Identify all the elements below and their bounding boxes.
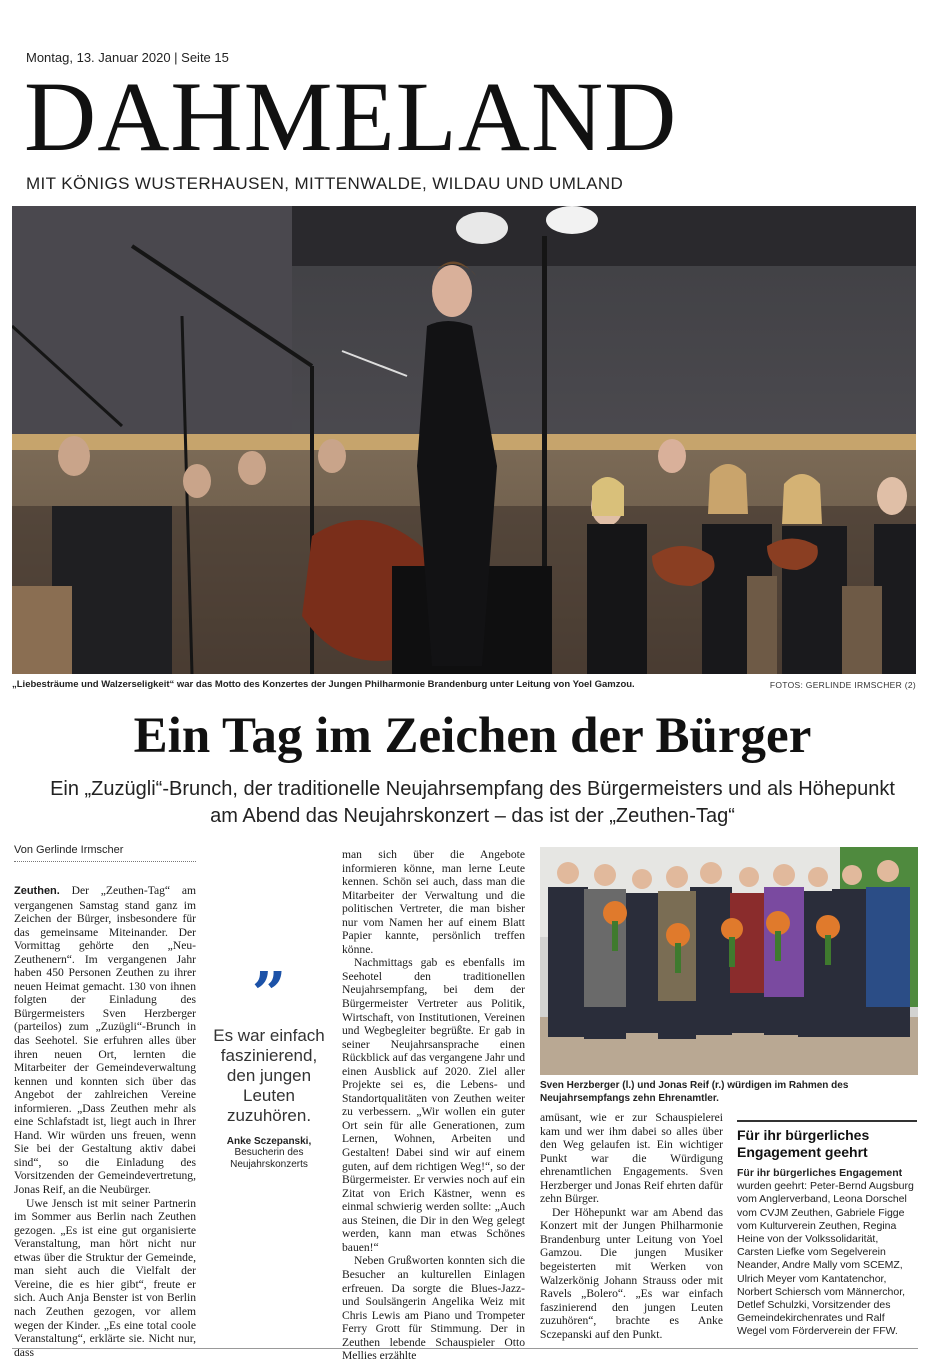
- paragraph: Uwe Jensch ist mit seiner Partnerin im Sommer aus Berlin nach Zeuthen gezogen. „Es ist eine gut organisierte Veranstaltung, man hört nicht nur etwas über die Struktur der Gemeinde, man sieht auch die Vielfalt der Vereine, die es hier gibt“, freute er sich. Auch Anja Benster ist von Berlin nach Zeuthen gezogen, vor allem wegen der Kinder. „Es eine total coole Veranstaltung“, erklärte sie. Nicht nur, dass: [14, 1196, 196, 1359]
- masthead: DAHMELAND: [24, 61, 678, 172]
- paragraph: man sich über die Angebote informieren könne, man lerne Leute kennen. Schön sei auch, dass man die Mitarbeiter der Verwaltung und die politischen Vertreter, die man bisher nur vom Namen her auf einem Blatt Papier kannte, persönlich treffen könne.: [342, 848, 525, 956]
- page-bottom-rule: [12, 1348, 918, 1349]
- honorees-infobox: [737, 1120, 917, 1339]
- infobox-body: [737, 1167, 917, 1339]
- infobox-lead: Für ihr bürgerliches Engagement: [737, 1167, 903, 1179]
- infobox-title: Für ihr bürgerliches Engagement geehrt: [737, 1127, 870, 1160]
- concert-photo-caption: „Liebesträume und Walzerseligkeit“ war das Motto des Konzertes der Jungen Philharmonie Brandenburg unter Leitung von Yoel Gamzou.: [12, 679, 635, 690]
- pull-quote-name: Anke Sczepanski,: [226, 1136, 312, 1147]
- paragraph: Neben Grußworten konnten sich die Besucher an kulturellen Einlagen erfreuen. Da sorgte die Blues-Jazz- und Soulsängerin Angelika Weiz mit Chris Lewis am Piano und Trompeter Ferry Grott für Stimmung. Der in Zeuthen lebende Schauspieler Otto Mellies erzählte: [342, 1254, 525, 1363]
- pull-quote-role: Besucherin des Neujahrskonzerts: [230, 1147, 308, 1170]
- paragraph: Der Höhepunkt war am Abend das Konzert mit der Jungen Philharmonie Brandenburg unter Leitung von Yoel Gamzou. Die jungen Musiker begeisterten mit Werken von Walzerkönig Johann Strauss oder mit Ravels „Bolero“. „Es war einfach faszinierend den jungen Leuten zuzuhören“, brachte es Anke Sczepanski auf den Punkt.: [540, 1205, 723, 1341]
- concert-photo: [12, 206, 916, 674]
- article-headline: Ein Tag im Zeichen der Bürger: [133, 708, 812, 764]
- paragraph: Zeuthen. Der „Zeuthen-Tag“ am vergangenen Samstag stand ganz im Zeichen der Bürger, insbesondere für das gemeinsame Miteinander. Der Vormittag gehörte den „Neu-Zeuthenern“. Im vergangenen Jahr haben 450 Personen Zeuthen zu ihrer neuen Heimat gemacht. 130 von ihnen folgten der Einladung des Bürgermeisters Sven Herzberger (parteilos) zum „Zuzügli“-Brunch in das Seehotel. Sie erfuhren alles über ihren neuen Ort, lernten die Mitarbeiter der Gemeindeverwaltung kennen und konnten sich über das Angebot der zahlreichen Vereine informieren. „Dass Zeuthen mehr als eine Schlafstadt ist, liegt auch in Ihrer Hand. Wir würden uns freuen, wenn Sie bei der Gestaltung aktiv dabei sind“, so die Einladung des Vorsitzenden der Gemeindevertretung, Jonas Reif, an die Neubürger.: [14, 884, 196, 1197]
- article-deck: Ein „Zuzügli“-Brunch, der traditionelle Neujahrsempfang des Bürgermeisters und als Höhepunkt am Abend das Neujahrskonzert – das ist der „Zeuthen-Tag“: [50, 778, 895, 827]
- pull-quote-text: Es war einfach faszinierend, den jungen Leuten zuzuhören.: [213, 1026, 325, 1125]
- masthead-subtitle: MIT KÖNIGS WUSTERHAUSEN, MITTENWALDE, WILDAU UND UMLAND: [26, 174, 624, 193]
- infobox-text: wurden geehrt: Peter-Bernd Augsburg vom Anglerverband, Leona Dorschel vom CVJM Zeuthen, Gabriele Figge vom Kulturverein Zeuthen, Regina Heine von der Volkssolidarität, Carsten Liefke vom Segelverein Neander, Andre Mally vom SCEMZ, Ulrich Meyer vom Kantatenchor, Norbert Schiersch vom Männerchor, Detlef Schulzki, Vorsitzender des Gemeindekirchenrates und Ralf Wegel vom Förderverein der FFW.: [737, 1180, 914, 1338]
- group-photo: [540, 847, 918, 1075]
- pull-quote: [210, 960, 328, 1171]
- quote-mark-icon: ”: [251, 960, 287, 1030]
- author-byline: Von Gerlinde Irmscher: [14, 844, 196, 862]
- article-column-1: [14, 884, 196, 1359]
- dateline-kicker: Zeuthen.: [14, 885, 60, 897]
- paragraph: Nachmittags gab es ebenfalls im Seehotel den traditionellen Neujahrsempfang, bei dem der Bürgermeister Vertreter aus Politik, Wirtschaft, von Institutionen, Vereinen und Wegbegleiter begrüßte. Er gab in seiner Neujahrsansprache einen Rückblick auf das vergangene Jahr und einen Ausblick auf 2020. Ziel aller Projekte sei es, die Lebens- und Standortqualitäten von Zeuthen weiter zu verbessern. „Wir wollen ein guter Ort sein für alle Generationen, zum Lernen, Wohnen, Arbeiten und Gestalten! Dabei sind wir auf einem guten, auf dem richtigen Weg!“, so der Bürgermeister. Er verwies noch auf ein Zitat von Erich Kästner, wenn es einmal schwierig werden sollte: „Auch aus Steinen, die Dir in den Weg gelegt werden, kann man etwas Schönes bauen!“: [342, 956, 525, 1254]
- article-column-2: [342, 848, 525, 1363]
- article-column-3: [540, 1111, 723, 1341]
- dateline: Montag, 13. Januar 2020 | Seite 15: [26, 50, 229, 65]
- group-photo-caption: Sven Herzberger (l.) und Jonas Reif (r.) würdigen im Rahmen des Neujahrsempfangs zehn Ehrenamtler.: [540, 1080, 849, 1104]
- paragraph: amüsant, wie er zur Schauspielerei kam und wer ihm dabei so alles über den Weg gelaufen ist. Ein wichtiger Punkt war die Würdigung ehrenamtlichen Engagements. Sven Herzberger und Jonas Reif ehrten dafür zehn Bürger.: [540, 1111, 723, 1206]
- photo-credit: FOTOS: GERLINDE IRMSCHER (2): [769, 680, 916, 690]
